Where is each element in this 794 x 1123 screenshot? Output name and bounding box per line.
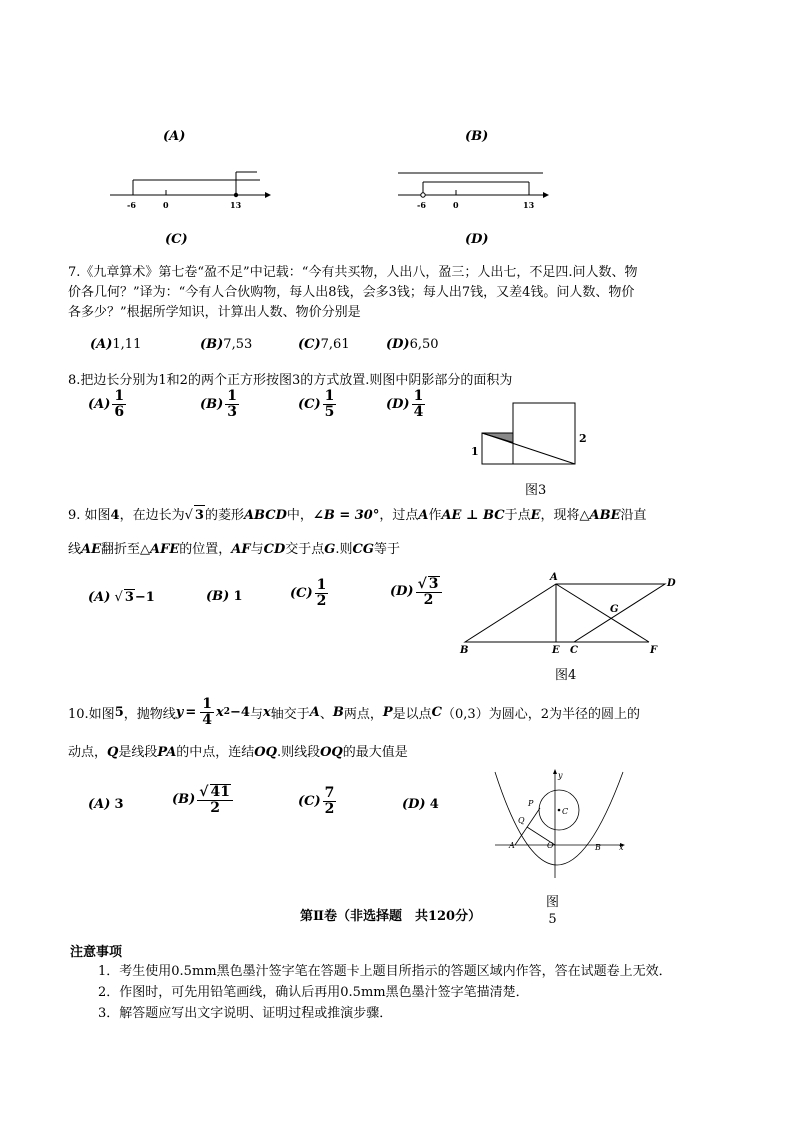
fig5-q: Q <box>518 816 525 825</box>
q7-option-a[interactable]: (A)1,11 <box>90 337 142 352</box>
fig4-pt-c: C <box>570 645 578 656</box>
note-item: 1．考生使用0.5mm黑色墨汁签字笔在答题卡上题目所指示的答题区域内作答，答在试题卷上无效． <box>98 964 672 979</box>
q7-stem <box>68 263 748 323</box>
tick-neg6: -6 <box>127 200 136 210</box>
fig4-pt-g: G <box>610 604 619 615</box>
q10-option-b[interactable]: (B) $\frac{√ 41}{2}$ <box>172 784 235 815</box>
q6-option-d-label: (D) <box>465 232 489 247</box>
fig4-pt-a: A <box>550 572 558 583</box>
fig4-pt-d: D <box>667 578 676 589</box>
q10-stem-line2: 动点，Q是线段PA的中点，连结OQ.则线段OQ的最大值是 <box>68 745 408 760</box>
tick-0-d: 0 <box>453 200 459 210</box>
tick-13: 13 <box>230 200 242 210</box>
fig5-c: C <box>562 807 569 816</box>
q9-option-a[interactable]: (A) √ 3−1 <box>88 590 155 605</box>
notes-title: 注意事项 <box>70 945 123 960</box>
tick-13-d: 13 <box>523 200 535 210</box>
fig3-label-1: 1 <box>471 445 479 458</box>
number-line-c <box>105 168 275 213</box>
q6-option-c-label: (C) <box>165 232 188 247</box>
q9-option-b[interactable]: (B) 1 <box>206 589 243 604</box>
fig5-x: x <box>619 843 624 852</box>
q7-line3: 各多少？”根据所学知识，计算出人数、物价分别是 <box>68 305 361 320</box>
fig5-p: P <box>528 799 534 808</box>
q8-stem: 8.把边长分别为1和2的两个正方形按图3的方式放置.则图中阴影部分的面积为 <box>68 373 513 388</box>
tick-neg6-d: -6 <box>417 200 426 210</box>
fig5-o: O <box>547 841 554 850</box>
q9-option-d[interactable]: (D) $\frac{√ 3}{2}$ <box>390 576 444 607</box>
note-item: 3．解答题应写出文字说明、证明过程或推演步骤． <box>98 1006 393 1021</box>
q10-option-a[interactable]: (A) 3 <box>88 797 124 812</box>
fig4-pt-b: B <box>460 645 469 656</box>
q7-line2: 价各几何？”译为：“今有人合伙购物，每人出8钱，会多3钱；每人出7钱，又差4钱。问人数、物价 <box>68 285 635 300</box>
q9-stem-line1: 9. 如图4，在边长为√ 3的菱形ABCD中，∠B = 30°，过点A作AE ⊥ BC于点E，现将△ABE沿直 <box>68 505 647 526</box>
q8-option-c[interactable]: (C) $\frac{1}{5}$ <box>298 388 335 420</box>
q7-line1: 7.《九章算术》第七卷“盈不足”中记载：“今有共买物，人出八，盈三；人出七，不足四.问人数、物 <box>68 265 638 280</box>
fig5-b: B <box>595 843 601 852</box>
q7-option-b[interactable]: (B)7,53 <box>200 337 253 352</box>
fig5-a: A <box>509 841 515 850</box>
figure-4 <box>455 570 685 660</box>
q8-option-a[interactable]: (A) $\frac{1}{6}$ <box>88 388 125 420</box>
fig4-pt-e: E <box>552 645 560 656</box>
q8-option-b[interactable]: (B) $\frac{1}{3}$ <box>200 388 238 420</box>
figure-3-caption: 图3 <box>525 483 547 498</box>
number-line-d <box>393 168 563 213</box>
q7-option-d[interactable]: (D)6,50 <box>386 337 439 352</box>
fig5-y: y <box>558 771 563 780</box>
q6-option-b-label: (B) <box>465 129 489 144</box>
notes-list <box>98 961 758 1024</box>
figure-5 <box>485 768 635 888</box>
figure-5-caption: 图 5 <box>546 895 560 927</box>
q7-option-c[interactable]: (C)7,61 <box>298 337 350 352</box>
q10-option-c[interactable]: (C) $\frac{7}{2}$ <box>298 785 335 817</box>
q10-option-d[interactable]: (D) 4 <box>402 797 439 812</box>
note-item: 2．作图时，可先用铅笔画线，确认后再用0.5mm黑色墨汁签字笔描清楚． <box>98 985 529 1000</box>
fig4-pt-f: F <box>650 645 658 656</box>
q9-stem-line2: 线AE翻折至△AFE的位置，AF与CD交于点G.则CG等于 <box>68 542 400 557</box>
q10-stem-line1: 10.如图 5 ，抛物线 y = $\frac{1}{4}$ x 2 −4 与 x 轴交于 A 、 B 两点， P 是以点 C （0,3）为圆心，2为半径的圆上的 <box>68 696 640 728</box>
figure-4-caption: 图4 <box>555 668 577 683</box>
tick-0: 0 <box>163 200 169 210</box>
q9-option-c[interactable]: (C) $\frac{1}{2}$ <box>290 577 327 609</box>
section-2-title: 第Ⅱ卷（非选择题 共120分） <box>300 909 482 924</box>
q6-option-a-label: (A) <box>163 129 186 144</box>
fig3-label-2: 2 <box>579 432 587 445</box>
q8-option-d[interactable]: (D) $\frac{1}{4}$ <box>386 388 424 420</box>
